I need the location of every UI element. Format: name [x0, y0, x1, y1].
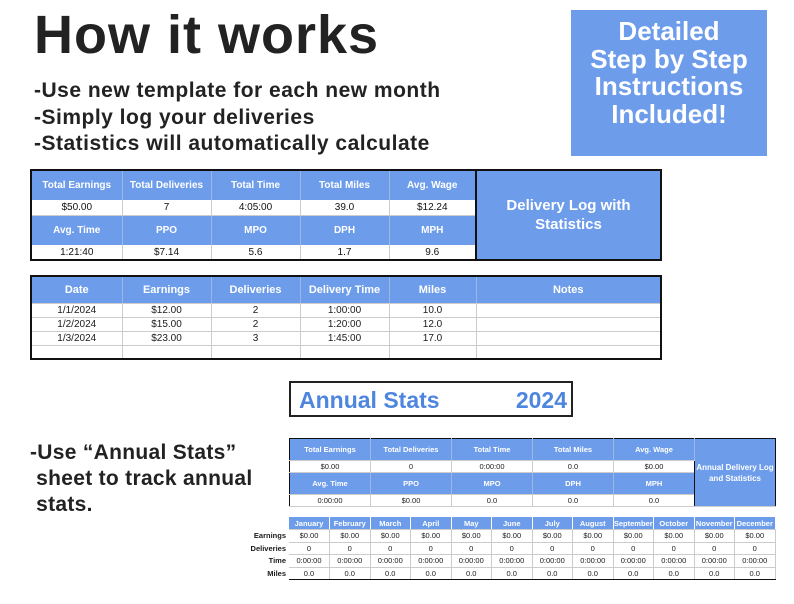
- month-cell[interactable]: $0.00: [289, 530, 330, 543]
- annual-stats-banner: [289, 381, 573, 417]
- annual-stats-label: Annual Stats: [299, 387, 440, 413]
- month-cell[interactable]: 0:00:00: [573, 555, 614, 568]
- month-cell[interactable]: 0:00:00: [613, 555, 654, 568]
- month-cell[interactable]: $0.00: [370, 530, 411, 543]
- log-cell[interactable]: [476, 331, 661, 345]
- summary-header: Total Time: [211, 170, 300, 200]
- log-header-delivery-time: Delivery Time: [300, 276, 389, 303]
- annual-summary-value[interactable]: $0.00: [290, 461, 371, 473]
- month-cell[interactable]: 0.0: [654, 567, 695, 580]
- log-cell[interactable]: 2: [211, 317, 300, 331]
- annual-summary-value[interactable]: $0.00: [371, 495, 452, 507]
- month-cell[interactable]: 0:00:00: [411, 555, 452, 568]
- month-cell[interactable]: $0.00: [411, 530, 452, 543]
- month-cell[interactable]: 0.0: [694, 567, 735, 580]
- month-cell[interactable]: 0:00:00: [289, 555, 330, 568]
- month-cell[interactable]: 0: [573, 542, 614, 555]
- feature-item: -Statistics will automatically calculate: [34, 132, 430, 155]
- month-cell[interactable]: 0: [330, 542, 371, 555]
- annual-summary-value[interactable]: 0:00:00: [452, 461, 533, 473]
- feature-item: -Simply log your deliveries: [34, 105, 315, 129]
- badge-line: Step by Step: [590, 43, 748, 74]
- log-cell[interactable]: [122, 345, 211, 359]
- annual-stats-note: [30, 440, 253, 518]
- log-cell[interactable]: 2: [211, 303, 300, 317]
- badge-line: Detailed: [618, 16, 720, 46]
- annual-summary-header: Total Earnings: [290, 439, 371, 461]
- month-cell[interactable]: $0.00: [451, 530, 492, 543]
- annual-summary-value[interactable]: 0:00:00: [290, 495, 371, 507]
- table-row: [31, 345, 661, 359]
- log-header-deliveries: Deliveries: [211, 276, 300, 303]
- table-row: [243, 542, 775, 555]
- month-cell[interactable]: $0.00: [330, 530, 371, 543]
- month-cell[interactable]: 0: [654, 542, 695, 555]
- month-cell[interactable]: 0.0: [411, 567, 452, 580]
- month-header: May: [451, 517, 492, 530]
- month-cell[interactable]: 0.0: [613, 567, 654, 580]
- summary-header: Avg. Time: [31, 215, 122, 245]
- log-cell[interactable]: [211, 345, 300, 359]
- month-cell[interactable]: 0:00:00: [654, 555, 695, 568]
- summary-header: Total Miles: [300, 170, 389, 200]
- month-cell[interactable]: 0:00:00: [694, 555, 735, 568]
- month-cell[interactable]: $0.00: [654, 530, 695, 543]
- log-cell[interactable]: $12.00: [122, 303, 211, 317]
- summary-value[interactable]: 1.7: [300, 245, 389, 260]
- annual-summary-value[interactable]: 0.0: [452, 495, 533, 507]
- month-header: August: [573, 517, 614, 530]
- note-line: stats.: [30, 493, 93, 516]
- month-cell[interactable]: $0.00: [694, 530, 735, 543]
- month-cell[interactable]: $0.00: [735, 530, 776, 543]
- month-cell[interactable]: 0:00:00: [532, 555, 573, 568]
- table-row: [31, 331, 661, 345]
- summary-header: Total Earnings: [31, 170, 122, 200]
- summary-value[interactable]: 5.6: [211, 245, 300, 260]
- annual-summary-header: Total Deliveries: [371, 439, 452, 461]
- annual-stats-year[interactable]: 2024: [515, 387, 567, 413]
- log-cell[interactable]: [300, 345, 389, 359]
- month-header: February: [330, 517, 371, 530]
- summary-value[interactable]: 4:05:00: [211, 200, 300, 215]
- annual-summary-header: Total Time: [452, 439, 533, 461]
- table-row: [243, 530, 775, 543]
- month-cell[interactable]: 0: [613, 542, 654, 555]
- month-cell[interactable]: 0: [289, 542, 330, 555]
- month-header: March: [370, 517, 411, 530]
- annual-summary-value[interactable]: 0: [371, 461, 452, 473]
- month-cell[interactable]: 0: [735, 542, 776, 555]
- log-header-earnings: Earnings: [122, 276, 211, 303]
- badge-line: Included!: [611, 98, 727, 129]
- summary-value[interactable]: $12.24: [389, 200, 476, 215]
- table-row: [243, 567, 775, 580]
- log-cell[interactable]: [476, 345, 661, 359]
- annual-summary-header: DPH: [533, 473, 614, 495]
- log-header-notes: Notes: [476, 276, 661, 303]
- month-cell[interactable]: 0: [532, 542, 573, 555]
- summary-header: DPH: [300, 215, 389, 245]
- month-cell[interactable]: 0: [411, 542, 452, 555]
- month-header: October: [654, 517, 695, 530]
- month-cell[interactable]: $0.00: [532, 530, 573, 543]
- summary-header: MPH: [389, 215, 476, 245]
- annual-summary-value[interactable]: 0.0: [533, 495, 614, 507]
- table-row: [31, 303, 661, 317]
- note-line: sheet to track annual: [30, 467, 253, 490]
- summary-value[interactable]: $7.14: [122, 245, 211, 260]
- log-cell[interactable]: 1/2/2024: [31, 317, 122, 331]
- log-cell[interactable]: [476, 317, 661, 331]
- month-cell[interactable]: 0: [694, 542, 735, 555]
- log-cell[interactable]: [476, 303, 661, 317]
- log-cell[interactable]: 3: [211, 331, 300, 345]
- month-cell[interactable]: $0.00: [492, 530, 533, 543]
- log-cell[interactable]: 10.0: [389, 303, 476, 317]
- log-cell[interactable]: 1/3/2024: [31, 331, 122, 345]
- month-cell[interactable]: 0:00:00: [370, 555, 411, 568]
- corner-cell: [243, 517, 289, 530]
- month-cell[interactable]: $0.00: [613, 530, 654, 543]
- month-cell[interactable]: 0:00:00: [735, 555, 776, 568]
- month-header: December: [735, 517, 776, 530]
- month-header: September: [613, 518, 653, 528]
- row-label: Time: [268, 556, 286, 566]
- log-cell[interactable]: $23.00: [122, 331, 211, 345]
- feature-list: [34, 78, 441, 158]
- month-cell[interactable]: 0: [370, 542, 411, 555]
- annual-summary-value[interactable]: $0.00: [614, 461, 695, 473]
- month-cell[interactable]: 0:00:00: [330, 555, 371, 568]
- summary-value[interactable]: 39.0: [300, 200, 389, 215]
- row-label: Miles: [267, 568, 286, 578]
- month-cell[interactable]: $0.00: [573, 530, 614, 543]
- table-row: [243, 555, 775, 568]
- month-cell[interactable]: 0: [492, 542, 533, 555]
- month-header: January: [289, 517, 330, 530]
- annual-summary-header: MPO: [452, 473, 533, 495]
- note-line: -Use “Annual Stats”: [30, 441, 237, 464]
- log-cell[interactable]: [389, 345, 476, 359]
- instructions-badge: [571, 10, 767, 156]
- annual-summary-header: Avg. Wage: [614, 439, 695, 461]
- summary-side-label: Delivery Log with Statistics: [476, 170, 661, 260]
- annual-summary-header: MPH: [614, 473, 695, 495]
- monthly-breakdown-table: [243, 517, 776, 580]
- month-cell[interactable]: 0.0: [532, 567, 573, 580]
- month-header: July: [532, 517, 573, 530]
- page-title: How it works: [34, 5, 380, 65]
- summary-header: Avg. Wage: [389, 170, 476, 200]
- month-cell[interactable]: 0.0: [573, 567, 614, 580]
- month-cell[interactable]: 0.0: [451, 567, 492, 580]
- log-cell[interactable]: 12.0: [389, 317, 476, 331]
- summary-stats-table: [30, 169, 662, 261]
- annual-summary-header: PPO: [371, 473, 452, 495]
- log-header-miles: Miles: [389, 276, 476, 303]
- feature-item: -Use new template for each new month: [34, 79, 441, 102]
- month-cell[interactable]: 0:00:00: [451, 555, 492, 568]
- month-cell[interactable]: 0.0: [330, 567, 371, 580]
- row-label: Earnings: [253, 531, 286, 541]
- log-cell[interactable]: 1:20:00: [300, 317, 389, 331]
- annual-summary-header: Total Miles: [533, 439, 614, 461]
- annual-summary-value[interactable]: 0.0: [614, 495, 695, 507]
- log-cell[interactable]: $15.00: [122, 317, 211, 331]
- month-cell[interactable]: 0.0: [492, 567, 533, 580]
- summary-value[interactable]: $50.00: [31, 200, 122, 215]
- month-header: November: [695, 518, 733, 528]
- month-cell[interactable]: 0.0: [735, 567, 776, 580]
- month-cell[interactable]: 0:00:00: [492, 555, 533, 568]
- log-cell[interactable]: 1/1/2024: [31, 303, 122, 317]
- month-header: April: [411, 517, 452, 530]
- annual-summary-table: [289, 438, 776, 507]
- summary-header: Total Deliveries: [122, 170, 211, 200]
- summary-value[interactable]: 9.6: [389, 245, 476, 260]
- summary-value[interactable]: 1:21:40: [31, 245, 122, 260]
- log-cell[interactable]: 1:00:00: [300, 303, 389, 317]
- log-cell[interactable]: [31, 345, 122, 359]
- annual-summary-value[interactable]: 0.0: [533, 461, 614, 473]
- row-label: Deliveries: [250, 543, 286, 553]
- summary-header: PPO: [122, 215, 211, 245]
- annual-summary-header: Avg. Time: [290, 473, 371, 495]
- summary-value[interactable]: 7: [122, 200, 211, 215]
- table-row: [31, 317, 661, 331]
- summary-header: MPO: [211, 215, 300, 245]
- badge-line: Instructions: [594, 71, 744, 101]
- log-cell[interactable]: 17.0: [389, 331, 476, 345]
- month-cell[interactable]: 0.0: [289, 567, 330, 580]
- month-cell[interactable]: 0.0: [370, 567, 411, 580]
- log-cell[interactable]: 1:45:00: [300, 331, 389, 345]
- month-header: June: [492, 517, 533, 530]
- month-cell[interactable]: 0: [451, 542, 492, 555]
- log-header-date: Date: [31, 276, 122, 303]
- delivery-log-table: [30, 275, 662, 360]
- annual-summary-side-label: Annual Delivery Log and Statistics: [695, 439, 776, 507]
